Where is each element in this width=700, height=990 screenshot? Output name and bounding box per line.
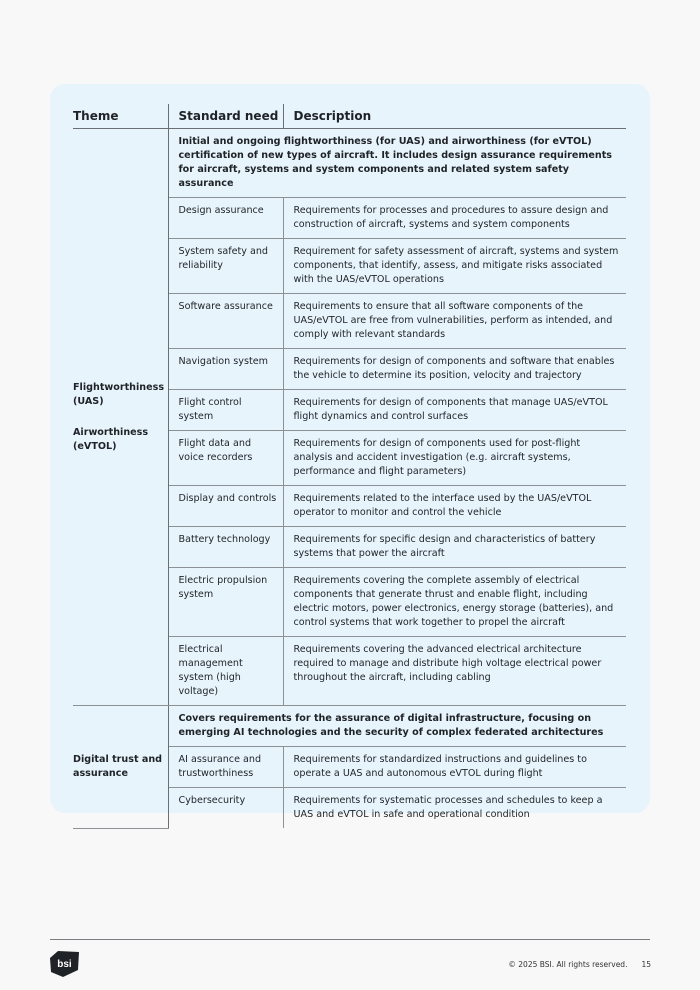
group-intro: Covers requirements for the assurance of digital infrastructure, focusing on emerging AI technologies and the security of complex federated architectures <box>168 706 626 747</box>
theme-spacer <box>73 409 168 426</box>
header-theme: Theme <box>73 104 168 129</box>
table-header-row <box>73 104 626 129</box>
theme-label: Airworthiness <box>73 426 149 438</box>
description-cell: Requirements for design of components used for post-flight analysis and accident investigation (e.g. aircraft systems, performance and flight parameters) <box>283 431 626 486</box>
table-row <box>73 129 626 198</box>
standard-need-cell: Electric propulsion system <box>168 568 283 637</box>
standard-need-cell: Navigation system <box>168 349 283 390</box>
standard-need-cell: Cybersecurity <box>168 788 283 829</box>
description-cell: Requirements related to the interface used by the UAS/eVTOL operator to monitor and control the vehicle <box>283 486 626 527</box>
table-row <box>73 706 626 747</box>
theme-label: Digital trust and <box>73 753 163 765</box>
theme-cell <box>73 706 168 829</box>
standards-table <box>73 104 626 829</box>
standard-need-cell: Display and controls <box>168 486 283 527</box>
standard-need-cell: Flight data and voice recorders <box>168 431 283 486</box>
description-cell: Requirements covering the complete assembly of electrical components that generate thrust and enable flight, including electric motors, power electronics, energy storage (batteries), and control systems that work together to propel the aircraft <box>283 568 626 637</box>
theme-label: assurance <box>73 767 128 779</box>
copyright-text: © 2025 BSI. All rights reserved. <box>508 960 628 969</box>
standard-need-cell: Software assurance <box>168 294 283 349</box>
header-description: Description <box>283 104 626 129</box>
description-cell: Requirements for design of components that manage UAS/eVTOL flight dynamics and control surfaces <box>283 390 626 431</box>
standard-need-cell: Flight control system <box>168 390 283 431</box>
theme-label: (UAS) <box>73 395 104 407</box>
standard-need-cell: Battery technology <box>168 527 283 568</box>
standard-need-cell: Design assurance <box>168 198 283 239</box>
footer-divider <box>50 939 650 940</box>
description-cell: Requirements for processes and procedures to assure design and construction of aircraft, systems and system components <box>283 198 626 239</box>
description-cell: Requirements for standardized instructions and guidelines to operate a UAS and autonomous eVTOL during flight <box>283 747 626 788</box>
description-cell: Requirements for design of components and software that enables the vehicle to determine its position, velocity and trajectory <box>283 349 626 390</box>
group-intro: Initial and ongoing flightworthiness (for UAS) and airworthiness (for eVTOL) certification of new types of aircraft. It includes design assurance requirements for aircraft, systems and system components and related system safety assurance <box>168 129 626 198</box>
standard-need-cell: Electrical management system (high voltage) <box>168 637 283 706</box>
bsi-logo <box>49 950 81 978</box>
standard-need-cell: System safety and reliability <box>168 239 283 294</box>
description-cell: Requirements covering the advanced electrical architecture required to manage and distribute high voltage electrical power throughout the aircraft, including cabling <box>283 637 626 706</box>
theme-label: Flightworthiness <box>73 381 165 393</box>
description-cell: Requirements to ensure that all software components of the UAS/eVTOL are free from vulnerabilities, perform as intended, and comply with relevant standards <box>283 294 626 349</box>
theme-label: (eVTOL) <box>73 440 117 452</box>
description-cell: Requirements for systematic processes and schedules to keep a UAS and eVTOL in safe and operational condition <box>293 795 603 820</box>
header-standard-need: Standard need <box>168 104 283 129</box>
description-cell: Requirement for safety assessment of aircraft, systems and system components, that identify, assess, and mitigate risks associated with the UAS/eVTOL operations <box>283 239 626 294</box>
logo-text: bsi <box>57 959 72 970</box>
page-number: 15 <box>641 960 651 969</box>
table-body <box>73 129 626 829</box>
standard-need-cell: AI assurance and trustworthiness <box>168 747 283 788</box>
footer <box>508 960 651 969</box>
theme-cell <box>73 129 168 706</box>
description-cell: Requirements for specific design and characteristics of battery systems that power the aircraft <box>283 527 626 568</box>
